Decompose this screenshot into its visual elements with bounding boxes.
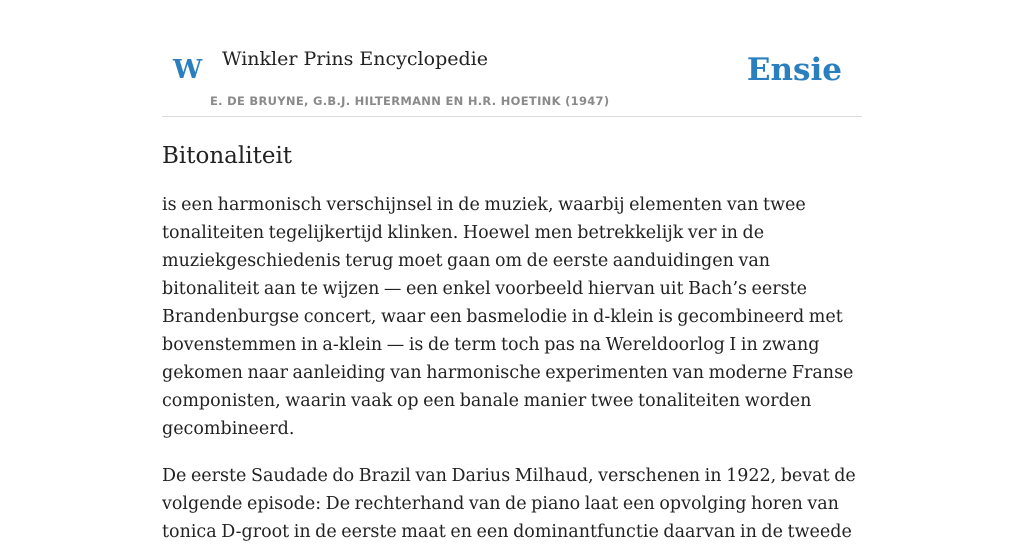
source-authors: E. DE BRUYNE, G.B.J. HILTERMANN EN H.R. HOETINK (1947): [210, 94, 610, 108]
brand-logo[interactable]: Ensie: [746, 52, 842, 88]
article-paragraph: is een harmonisch verschijnsel in de muziek, waarbij elementen van twee tonaliteiten tegelijkertijd klinken. Hoewel men betrekkelijk ver in de muziekgeschiedenis terug moet gaan om de eerste aanduidingen van bitonaliteit aan te wijzen — een enkel voorbeeld hiervan uit Bach’s eerste Brandenburgse concert, waar een basmelodie in d-klein is gecombineerd met bovenstemmen in a-klein — is de term toch pas na Wereldoorlog I in zwang gekomen naar aanleiding van harmonische experimenten van moderne Franse componisten, waarin vaak op een banale manier twee tonaliteiten worden gecombineerd.: [162, 195, 854, 439]
source-title[interactable]: Winkler Prins Encyclopedie: [222, 48, 488, 70]
page-container: [162, 0, 862, 546]
source-header: [162, 0, 862, 117]
source-logo[interactable]: W: [173, 55, 203, 85]
article-paragraph: De eerste Saudade do Brazil van Darius Milhaud, verschenen in 1922, bevat de volgende episode: De rechterhand van de piano laat een opvolging horen van tonica D-groot in de eerste maat en een dominantfunctie daarvan in de tweede: [162, 466, 856, 542]
article-title: Bitonaliteit: [162, 143, 293, 169]
